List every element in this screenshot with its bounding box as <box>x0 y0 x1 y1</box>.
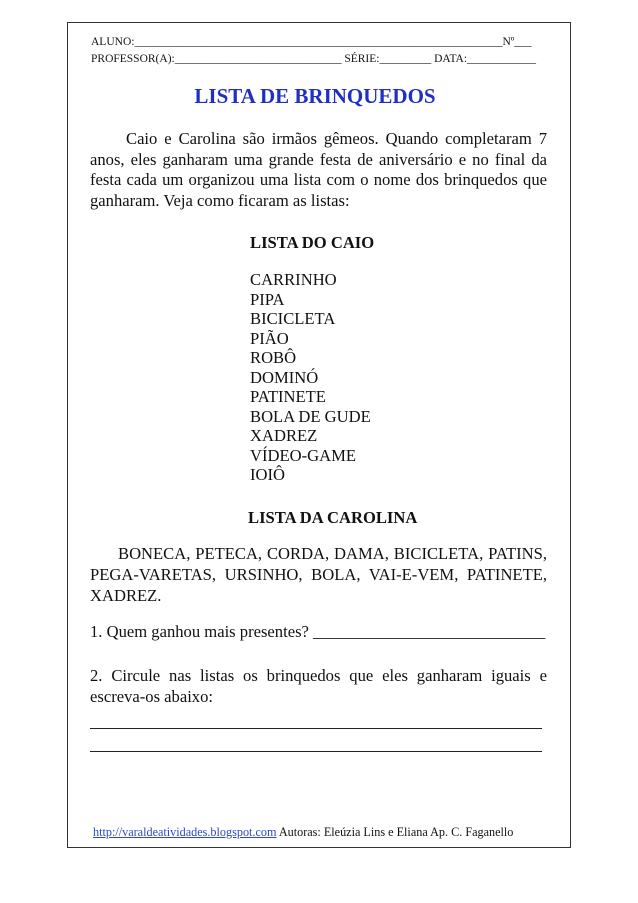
authors-credit: Autoras: Eleúzia Lins e Eliana Ap. C. Faganello <box>278 825 514 839</box>
caio-list-heading: LISTA DO CAIO <box>250 233 375 252</box>
list-item: ROBÔ <box>250 348 297 367</box>
intro-paragraph: Caio e Carolina são irmãos gêmeos. Quando completaram 7 anos, eles ganharam uma grande festa de aniversário e no final da festa cada um organizou uma lista com o nome dos brinquedos que ganharam. Veja como ficaram as listas: <box>90 129 547 210</box>
blog-link[interactable]: http://varaldeatividades.blogspot.com <box>93 825 277 839</box>
list-item: IOIÔ <box>250 465 286 484</box>
question-2: 2. Circule nas listas os brinquedos que eles ganharam iguais e escreva-os abaixo: <box>90 666 547 706</box>
question-1: 1. Quem ganhou mais presentes? ____________________________ <box>90 622 546 641</box>
list-item: PIÃO <box>250 328 289 348</box>
list-item: DOMINÓ <box>250 367 319 387</box>
list-item: PIPA <box>250 289 285 309</box>
caio-toy-list <box>250 270 371 485</box>
list-item: XADREZ <box>250 426 318 445</box>
teacher-header-line: PROFESSOR(A):_____________________________ SÉRIE:_________ DATA:____________ <box>91 53 537 65</box>
list-item: PATINETE <box>250 387 326 406</box>
list-item: BOLA DE GUDE <box>250 406 371 426</box>
carolina-toy-list: BONECA, PETECA, CORDA, DAMA, BICICLETA, PATINS, PEGA-VARETAS, URSINHO, BOLA, VAI-E-VEM, PATINETE, XADREZ. <box>90 544 547 605</box>
answer-line <box>90 728 542 729</box>
page-title <box>0 84 638 109</box>
student-header-line: ALUNO:________________________________________________________________Nº___ <box>91 36 532 48</box>
list-item: VÍDEO-GAME <box>250 445 356 465</box>
carolina-list-heading: LISTA DA CAROLINA <box>248 508 418 527</box>
list-item: CARRINHO <box>250 270 337 289</box>
page-title-text: LISTA DE BRINQUEDOS <box>194 84 436 108</box>
footer <box>93 825 513 840</box>
list-item: BICICLETA <box>250 309 336 328</box>
answer-line <box>90 751 542 752</box>
